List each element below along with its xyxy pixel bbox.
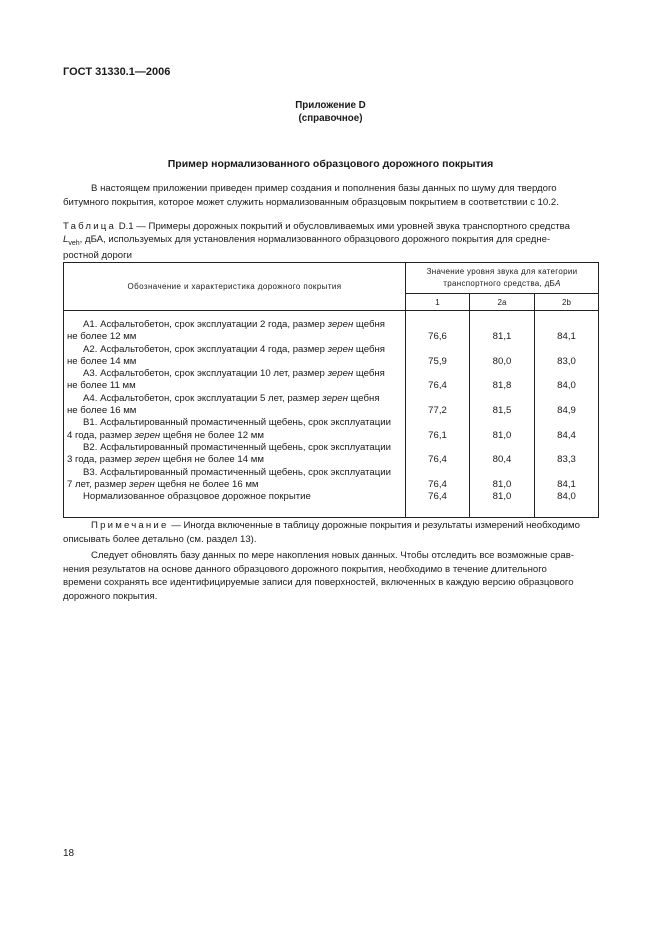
caption-line-3: ростной дороги [63,249,132,261]
note-label: Примечание [91,520,169,531]
final-value-cat-1: 76,4 [406,491,470,518]
caption-text-2: , дБА, используемых для установления нормализованного образцового дорожного покрытия для средне- [79,233,551,245]
group-header-line-2 [410,278,594,290]
caption-subscript: veh [68,239,80,247]
row-b3-line-2: 7 лет, размер зерен щебня не более 16 мм [67,478,259,490]
annex-heading [0,99,661,125]
group-header-text-2: транспортного средства, дБ [443,279,556,288]
row-a4-line-2: не более 16 мм [67,405,137,417]
caption-symbol: L [63,233,69,245]
intro-paragraph [63,182,598,209]
row-b1-line-1: В1. Асфальтированный промастиченный щебень, срок эксплуатации [83,417,391,429]
intro-line-2: битумного покрытия, которое может служить нормализованным образцовым покрытием в соответствии с 10.2. [63,196,559,208]
table-header-row [64,263,599,294]
row-a4-line-1: А4. Асфальтобетон, срок эксплуатации 5 лет, размер зерен щебня [83,392,380,404]
closing-line-1: Следует обновлять базу данных по мере накопления новых данных. Чтобы отследить все возможные срав- [91,550,574,561]
row-a3-line-2: не более 11 мм [67,380,136,392]
annex-label: Приложение D [295,100,366,111]
row-a2-line-1: А2. Асфальтобетон, срок эксплуатации 4 года, размер зерен щебня [83,343,385,355]
final-value-cat-2a: 81,0 [470,491,535,518]
note-line-1 [63,519,598,533]
values-cat-2b: 84,1 83,0 84,0 84,9 84,4 83,3 84,1 [535,319,599,491]
caption-line-2 [63,234,598,250]
note-line-2: описывать более детально (см. раздел 13). [63,533,257,545]
row-b1-line-2: 4 года, размер зерен щебня не более 12 мм [67,429,264,441]
caption-number: D.1 [118,221,134,232]
section-title: Пример нормализованного образцового дорожного покрытия [167,158,494,170]
table-note [63,519,598,546]
row-a3-line-1: А3. Асфальтобетон, срок эксплуатации 10 лет, размер зерен щебня [83,368,385,380]
group-header-line-1: Значение уровня звука для категории [426,267,578,276]
standard-number: ГОСТ 31330.1—2006 [63,66,171,78]
row-b2-line-2: 3 года, размер зерен щебня не более 14 мм [67,454,264,466]
closing-line-3: времени сохранять все идентифицируемые записи для поверхностей, включенных в каждую версию образцового [63,577,574,588]
closing-line-2: нения результатов на основе данного образцового дорожного покрытия, необходимо в течение длительного [63,563,547,575]
group-header-unit: A [555,279,561,288]
caption-text-1: — Примеры дорожных покрытий и обусловливаемых ими уровней звука транспортного средства [136,221,570,232]
surface-descriptions [64,319,406,491]
subheader-cat-1: 1 [406,294,470,311]
intro-line-1: В настоящем приложении приведен пример создания и пополнения базы данных по шуму для твердого [91,183,557,194]
row-a2-line-2: не более 14 мм [67,355,137,367]
row-b2-line-1: В2. Асфальтированный промастиченный щебень, срок эксплуатации [83,441,391,453]
final-value-cat-2b: 84,0 [535,491,599,518]
table-spacer-row [64,311,599,320]
row-a1-line-2: не более 12 мм [67,331,137,343]
caption-word: Таблица [63,221,117,232]
desc-column-header: Обозначение и характеристика дорожного покрытия [64,263,406,311]
subheader-cat-2b: 2b [535,294,599,311]
values-cat-1: 76,6 75,9 76,4 77,2 76,1 76,4 76,4 [406,319,470,491]
closing-paragraph [63,549,598,603]
table-caption [63,221,598,262]
table-body-row [64,319,599,491]
row-b3-line-1: В3. Асфальтированный промастиченный щебень, срок эксплуатации [83,466,391,478]
note-text-1: — Иногда включенные в таблицу дорожные покрытия и результаты измерений необходимо [168,520,580,531]
row-a1-line-1: А1. Асфальтобетон, срок эксплуатации 2 года, размер зерен щебня [83,319,385,330]
page-number: 18 [63,848,75,859]
closing-line-4: дорожного покрытия. [63,590,158,602]
subheader-cat-2a: 2a [470,294,535,311]
group-column-header [406,263,599,294]
road-surface-table [63,262,599,518]
table-final-row [64,491,599,518]
caption-line-1 [63,221,598,234]
values-cat-2a: 81,1 80,0 81,8 81,5 81,0 80,4 81,0 [470,319,535,491]
annex-status: (справочное) [298,113,363,124]
final-row-description: Нормализованное образцовое дорожное покрытие [64,491,406,518]
